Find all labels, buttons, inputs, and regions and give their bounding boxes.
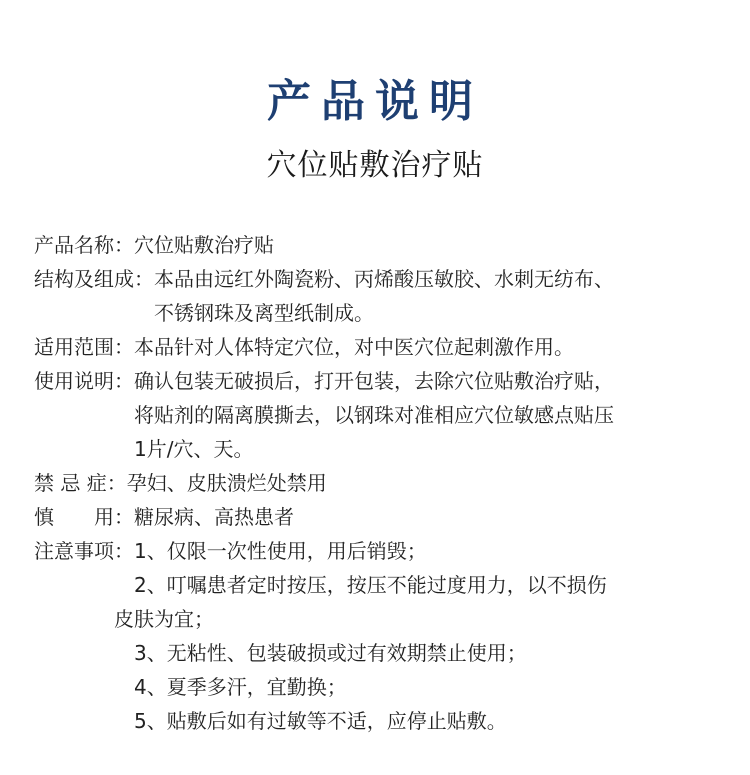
field-value: 1片/穴、天。 [134,437,254,461]
field-value: 孕妇、皮肤溃烂处禁用 [126,471,327,495]
product-subtitle: 穴位贴敷治疗贴 [266,148,484,183]
field-value: 确认包装无破损后，打开包装，去除穴位贴敷治疗贴， [134,369,614,393]
field-product-name [34,228,734,262]
field-label: 适用范围： [34,335,134,359]
field-value: 本品针对人体特定穴位，对中医穴位起刺激作用。 [134,335,574,359]
field-label: 注意事项： [34,539,134,563]
field-label: 禁 忌 症： [34,471,127,495]
field-precautions [34,534,734,738]
list-item: 5、贴敷后如有过敏等不适，应停止贴敷。 [134,709,507,733]
field-contraindications [34,466,734,500]
field-value: 不锈钢珠及离型纸制成。 [154,301,374,325]
product-info [34,228,734,738]
field-caution [34,500,734,534]
field-value: 糖尿病、高热患者 [134,505,294,529]
field-value: 本品由远红外陶瓷粉、丙烯酸压敏胶、水刺无纺布、 [154,267,614,291]
list-item: 4、夏季多汗，宜勤换； [134,675,347,699]
list-item: 3、无粘性、包装破损或过有效期禁止使用； [134,641,527,665]
list-item: 皮肤为宜； [114,607,214,631]
page-title: 产品说明 [267,76,483,127]
list-item: 1、仅限一次性使用，用后销毁； [134,539,427,563]
field-label: 产品名称： [34,233,134,257]
field-label: 结构及组成： [34,267,154,291]
list-item: 2、叮嘱患者定时按压，按压不能过度用力，以不损伤 [134,573,607,597]
field-instructions [34,364,734,466]
field-label: 使用说明： [34,369,134,393]
field-value: 将贴剂的隔离膜撕去，以钢珠对准相应穴位敏感点贴压 [134,403,614,427]
field-label: 慎 用： [34,505,134,529]
field-scope [34,330,734,364]
field-value: 穴位贴敷治疗贴 [134,233,274,257]
field-composition [34,262,734,330]
